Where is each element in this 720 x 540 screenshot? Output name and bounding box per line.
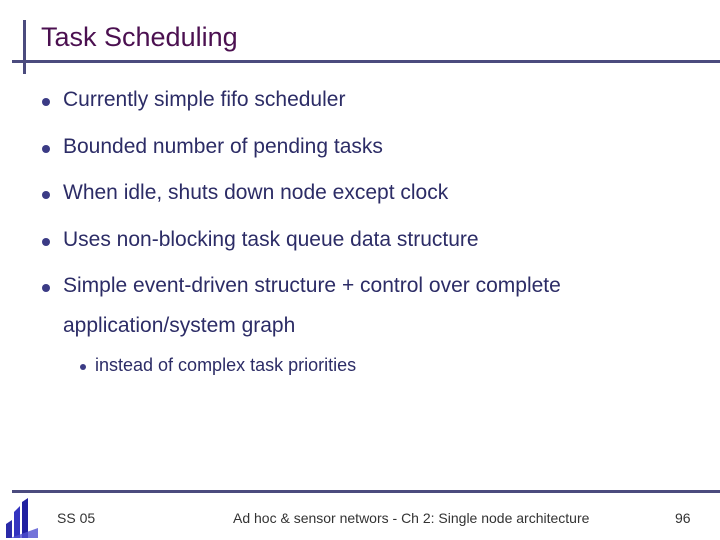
footer-rule [12, 490, 720, 493]
title-vertical-rule [23, 20, 26, 74]
footer-course-title: Ad hoc & sensor networs - Ch 2: Single node architecture [233, 510, 590, 526]
bullet-dot-icon [42, 191, 50, 199]
bullet-dot-icon [42, 238, 50, 246]
bullet-dot-icon [42, 284, 50, 292]
university-logo-icon [4, 498, 40, 538]
slide-title: Task Scheduling [41, 22, 238, 52]
sub-bullet-dot-icon [80, 364, 86, 370]
footer-semester: SS 05 [57, 510, 96, 526]
bullet-dot-icon [42, 145, 50, 153]
page-number: 96 [675, 510, 691, 526]
title-horizontal-rule [12, 60, 720, 63]
bullet-dot-icon [42, 98, 50, 106]
